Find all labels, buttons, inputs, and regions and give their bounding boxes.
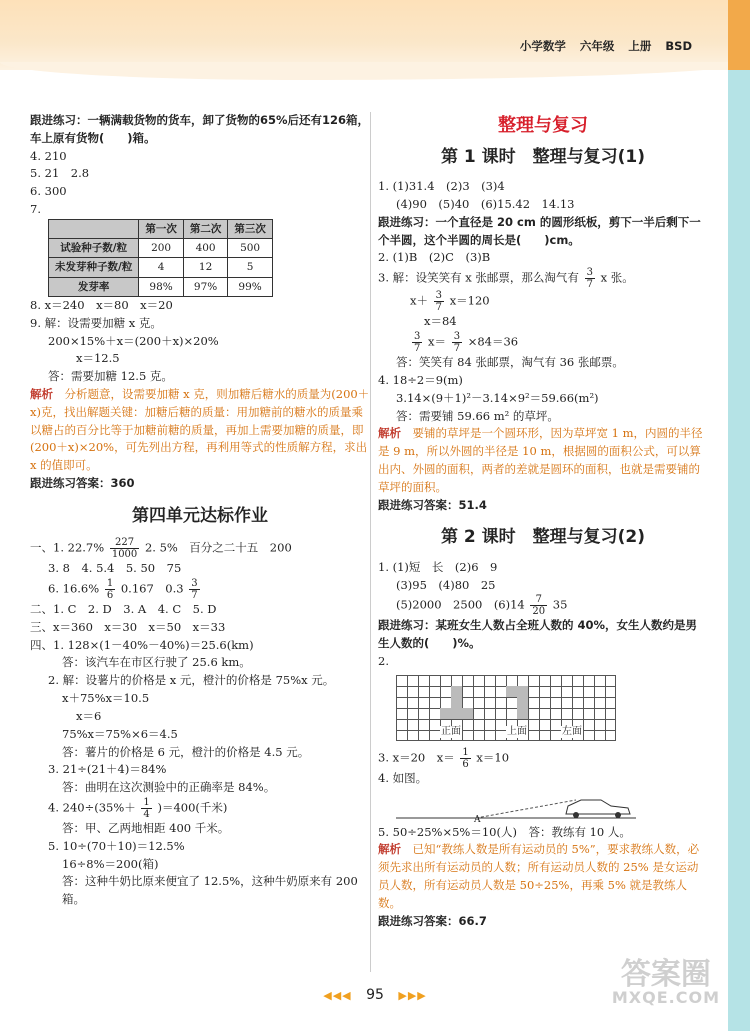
practice-question: 跟进练习：一个直径是 20 cm 的圆形纸板，剪下一半后剩下一个半圆，这个半圆的周长是( )cm。 [378,214,701,247]
fraction [110,537,139,560]
answer-item: 3. 21÷(21＋4)＝84% [48,762,167,777]
car-wheel-icon [615,812,621,818]
equation: 200×15%＋x＝(200＋x)×20% [48,333,219,348]
answer-item: 2. (1)B (2)C (3)B [378,250,491,265]
fraction [460,747,470,770]
answer-item [30,578,370,601]
header-subject: 小学数学 [519,39,566,53]
equation: x＝84 [424,314,457,329]
answer-text: x＝10 [476,750,510,765]
answer-text: 3. 解：设笑笑有 x 张邮票，那么淘气有 [378,270,579,285]
equation: x＝6 [76,708,102,723]
unit-title: 第四单元达标作业 [132,505,268,526]
equation: 3.14×(9＋1)²－3.14×9²＝59.66(m²) [396,390,599,405]
practice-question: 跟进练习：一辆满载货物的货车，卸了货物的65%后还有126箱，车上原有货物( )箱。 [30,113,370,145]
analysis-label: 解析 [30,387,53,401]
answer-item [378,747,708,770]
equation-text: x＝120 [449,293,490,308]
shaded-cell [517,697,528,719]
answer-item: 4. 210 [30,148,67,163]
numerator: 3 [435,290,443,302]
practice-answer: 跟进练习答案：66.7 [378,913,487,928]
side-bar-accent [728,0,750,70]
answer-item [378,267,708,290]
right-column [378,112,708,931]
numerator: 3 [453,331,461,343]
header-band [0,0,750,70]
numerator: 7 [530,594,547,606]
watermark-text: 答案圈 [620,957,711,992]
fraction [189,578,199,601]
equation: 16÷8%＝200(箱) [62,856,159,871]
shaded-cell [440,708,473,719]
answer-text: 0.167 0.3 [120,581,184,596]
lesson-title: 第 2 课时 整理与复习(2) [440,527,646,548]
answer-text: 一、1. 22.7% [30,540,105,555]
denominator: 1000 [111,549,138,561]
answer-item [30,797,370,820]
denominator: 4 [143,808,150,820]
answer-text: 6. 16.6% [48,581,100,596]
answer-item: 3. 8 4. 5.4 5. 50 75 [48,561,182,576]
equation: x＝12.5 [76,351,120,366]
table-header-cell: 第三次 [228,219,273,238]
equation-text: x＋ [410,293,428,308]
answer-item: 2. [378,654,389,669]
answer-item: 1. (1)31.4 (2)3 (3)4 [378,179,505,194]
page-number: 95 [366,987,384,1003]
numerator: 227 [110,537,139,549]
answer-item: 4. 如图。 [378,770,428,785]
answer-item: 四、1. 128×(1－40%－40%)＝25.6(km) [30,637,254,652]
fraction [585,267,595,290]
sight-line [476,800,576,818]
analysis-block [30,386,370,475]
answer-item: 9. 解：设需要加糖 x 克。 [30,315,162,330]
equation: 75%x＝75%×6＝4.5 [62,726,178,741]
answer-text: (5)2000 2500 (6)14 [396,597,525,612]
table-cell: 5 [228,258,273,277]
page-header [510,38,692,56]
grid-label-left: 左面 [562,725,582,737]
table-cell: 97% [183,277,228,296]
answer-text: 35 [552,597,568,612]
table-cell: 500 [228,239,273,258]
numerator: 3 [191,578,198,590]
answer-item: 7. [30,202,41,217]
header-volume: 上册 [628,39,652,53]
lesson-title: 第 1 课时 整理与复习(1) [440,146,646,167]
numerator: 1 [462,746,469,758]
answer-item: 二、1. C 2. D 3. A 4. C 5. D [30,602,217,617]
denominator: 7 [191,590,198,602]
fraction [105,578,115,601]
answer-item: (4)90 (5)40 (6)15.42 14.13 [396,197,575,212]
equation: x＋75%x＝10.5 [62,691,150,706]
answer-item: 4. 18÷2＝9(m) [378,372,463,387]
answer-item: 6. 300 [30,184,67,199]
left-column [30,112,370,909]
fraction [530,594,547,617]
point-label: A [474,814,481,825]
answer-item: 2. 解：设薯片的价格是 x 元，橙汁的价格是 75%x 元。 [48,673,335,688]
watermark-url: MXQE.COM [611,988,720,1007]
table-cell: 12 [183,258,228,277]
analysis-text: 分析题意，设需要加糖 x 克，则加糖后糖水的质量为(200＋x)克，找出解题关键：加糖后糖的质量：用加糖前的糖水的质量乘以糖占的百分比等于加糖前糖的质量，再加上需要加糖的质量，即(200＋x)×20%，可先列出方程，再利用等式的性质解方程，求出 x 的值即可。 [30,387,370,473]
answer-sentence: 答：曲明在这次测验中的正确率是 84%。 [62,780,276,795]
denominator: 6 [462,758,469,770]
table-header-cell [49,219,139,238]
answer-item: (3)95 (4)80 25 [396,577,496,592]
section-title: 整理与复习 [498,115,588,136]
germination-table [48,219,273,297]
table-cell: 试验种子数/粒 [49,239,139,258]
answer-sentence: 答：需要加糖 12.5 克。 [48,369,173,384]
table-header-cell: 第一次 [139,219,184,238]
answer-text: 2. 5% 百分之二十五 200 [144,540,292,555]
watermark [611,957,720,1007]
column-divider [370,112,371,972]
answer-text: 4. 240÷(35%＋ [48,800,136,815]
table-cell: 99% [228,277,273,296]
header-edition: BSD [665,39,692,53]
equation [378,290,708,313]
equation-text: ×84＝36 [467,334,519,349]
table-header-cell: 第二次 [183,219,228,238]
car-diagram [396,788,708,824]
denominator: 7 [453,343,461,355]
header-grade: 六年级 [579,39,615,53]
car-icon [566,800,630,814]
fraction [452,331,462,354]
answer-text: )＝400(千米) [157,800,228,815]
answer-item: 8. x＝240 x＝80 x＝20 [30,297,173,312]
answer-item: 1. (1)短 长 (2)6 9 [378,559,498,574]
table-cell: 400 [183,239,228,258]
denominator: 7 [586,279,593,291]
answer-sentence: 答：笑笑有 84 张邮票，淘气有 36 张邮票。 [396,355,624,370]
side-bar [728,0,750,1031]
numerator: 3 [414,331,421,343]
table-cell: 发芽率 [49,277,139,296]
fraction [141,797,151,820]
analysis-text: 已知“教练人数是所有运动员的 5%”，要求教练人数，必须先求出所有运动员的人数；所有运动员人数的 25% 是女运动员人数，所有运动员人数是 50÷25%，再乘 5% 就是教练人数。 [378,842,700,910]
answer-sentence: 答：薯片的价格是 6 元，橙汁的价格是 4.5 元。 [62,744,310,759]
answer-text: 3. x＝20 x＝ [378,750,455,765]
shaded-cell [506,686,528,697]
table-cell: 4 [139,258,184,277]
answer-item: 5. 21 2.8 [30,166,90,181]
fraction [434,290,444,313]
answer-sentence: 答：这种牛奶比原来便宜了 12.5%，这种牛奶原来有 200 箱。 [62,874,358,907]
analysis-label: 解析 [378,426,401,441]
view-grid-diagram [396,675,616,741]
answer-item: 5. 10÷(70＋10)＝12.5% [48,838,185,853]
numerator: 1 [106,578,114,590]
grid-label-top: 上面 [507,725,527,737]
practice-answer: 跟进练习答案：51.4 [378,497,487,512]
analysis-label: 解析 [378,842,401,857]
answer-text: x 张。 [600,270,634,285]
table-cell: 200 [139,239,184,258]
practice-question: 跟进练习：某班女生人数占全班人数的 40%，女生人数约是男生人数的( )%。 [378,618,698,651]
equation-text: x＝ [428,334,447,349]
table-cell: 未发芽种子数/粒 [49,258,139,277]
denominator: 7 [414,343,421,355]
answer-item [378,594,708,617]
analysis-text: 要铺的草坪是一个圆环形，因为草坪宽 1 m，内圆的半径是 9 m，所以外圆的半径是 10 m，根据圆的面积公式，可以算出内、外圆的面积，两者的差就是圆环的面积，也就是需要铺的草坪的面积。 [378,426,703,494]
denominator: 7 [435,302,443,314]
answer-sentence: 答：该汽车在市区行驶了 25.6 km。 [62,655,251,670]
numerator: 1 [143,796,150,808]
car-sightline-svg [396,788,636,824]
answer-sentence: 答：甲、乙两地相距 400 千米。 [62,820,230,835]
answer-item [30,537,370,560]
table-row [49,277,273,296]
practice-answer: 跟进练习答案：360 [30,476,135,491]
table-row [49,239,273,258]
equation [378,331,708,354]
denominator: 20 [532,606,546,618]
analysis-block [378,425,708,496]
analysis-block [378,841,708,912]
car-wheel-icon [573,812,579,818]
answer-sentence: 答：需要铺 59.66 m² 的草坪。 [396,408,559,423]
answer-item: 三、x＝360 x＝30 x＝50 x＝33 [30,619,226,634]
grid-label-front: 正面 [441,725,461,737]
table-row [49,258,273,277]
answer-item: 5. 50÷25%×5%＝10(人) 答：教练有 10 人。 [378,824,631,839]
denominator: 6 [106,590,114,602]
fraction [412,331,422,354]
table-cell: 98% [139,277,184,296]
prev-arrows-icon: ◀◀◀ [323,989,352,1002]
numerator: 3 [586,267,593,279]
next-arrows-icon: ▶▶▶ [398,989,427,1002]
